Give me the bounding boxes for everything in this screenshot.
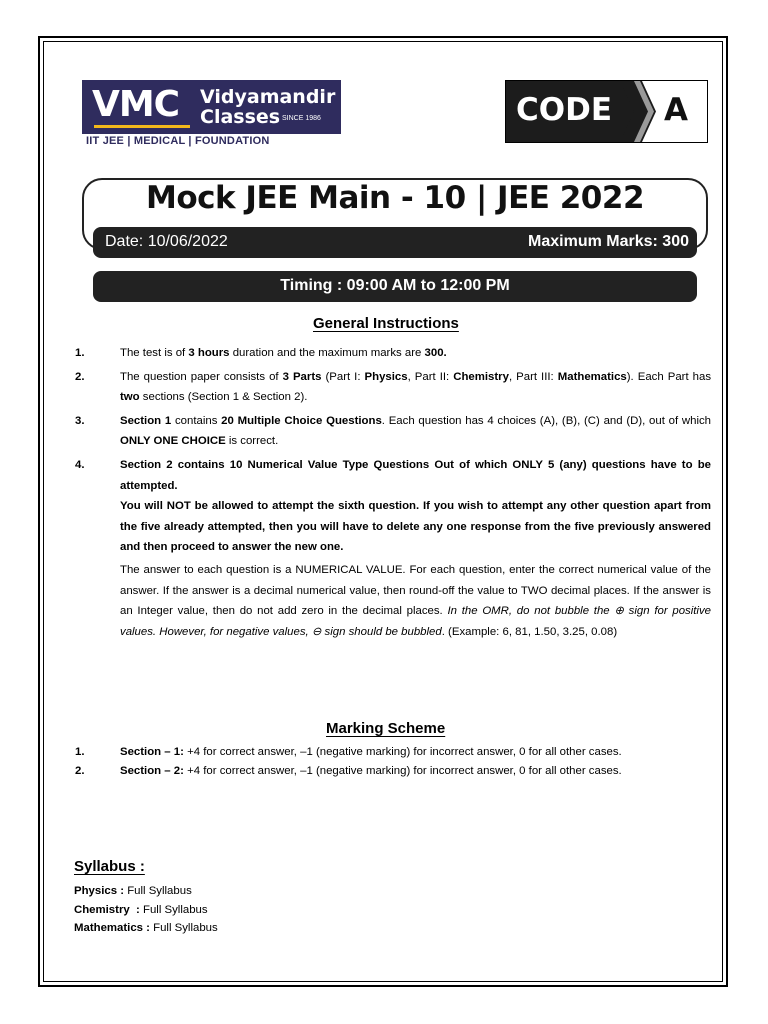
numerical-value-note: The answer to each question is a NUMERICAL VALUE. For each question, enter the correct numerical value of the answer. If the answer is a decimal numerical value, then round-off the value to TWO decimal places. If the answer is an Integer value, then do not add zero in the decimal places. In the OMR, do not bubble the ⊕ sign for positive values. However, for negative values, ⊖ sign should be bubbled. (Example: 6, 81, 1.50, 3.25, 0.08) (120, 564, 711, 638)
item-number: 1. (75, 746, 85, 758)
instruction-item (75, 411, 711, 452)
paper-code-box (505, 80, 708, 143)
syllabus-chemistry: Chemistry : Full Syllabus (74, 904, 208, 916)
item-number: 2. (75, 370, 85, 383)
logo-brand-short: VMC (92, 84, 180, 125)
marking-scheme-heading: Marking Scheme (326, 720, 446, 737)
instructions-list (75, 343, 711, 558)
instruction-item (75, 343, 711, 364)
logo-tagline: IIT JEE | MEDICAL | FOUNDATION (86, 135, 270, 147)
item-number: 1. (75, 347, 85, 359)
instruction-text: The test is of 3 hours duration and the maximum marks are 300. (120, 347, 447, 359)
logo-since: SINCE 1986 (282, 115, 321, 122)
item-number: 2. (75, 765, 85, 777)
syllabus-heading: Syllabus : (74, 858, 145, 875)
exam-title: Mock JEE Main - 10 | JEE 2022 (145, 180, 645, 216)
logo-name-line1: Vidyamandir (200, 86, 336, 108)
code-label: CODE (516, 92, 613, 128)
syllabus-physics: Physics : Full Syllabus (74, 885, 192, 897)
timing-bar (93, 271, 697, 302)
vmc-logo (82, 80, 341, 134)
date-bar (93, 227, 697, 258)
instruction-text: Section 2 contains 10 Numerical Value Type Questions Out of which ONLY 5 (any) questions have to be attempted. You will NOT be allowed to attempt the sixth question. If you wish to attempt any other question apart from the five already attempted, then you will have to delete any one response from the five previously answered and then proceed to answer the new one. (120, 458, 711, 554)
marking-item (75, 762, 711, 781)
exam-date: Date: 10/06/2022 (105, 233, 228, 250)
code-value: A (664, 92, 688, 128)
marking-text: Section – 2: +4 for correct answer, –1 (negative marking) for incorrect answer, 0 for all other cases. (120, 765, 622, 777)
item-number: 4. (75, 458, 85, 471)
marking-text: Section – 1: +4 for correct answer, –1 (negative marking) for incorrect answer, 0 for all other cases. (120, 746, 622, 758)
instruction-item (75, 367, 711, 408)
logo-underline (94, 125, 190, 128)
instruction-text: The question paper consists of 3 Parts (Part I: Physics, Part II: Chemistry, Part III: Mathematics). Each Part has two sections (Section 1 & Section 2). (120, 370, 712, 404)
syllabus-mathematics: Mathematics : Full Syllabus (74, 922, 218, 934)
logo-name-line2: Classes (200, 106, 281, 128)
chevron-right-icon (620, 81, 656, 142)
item-number: 3. (75, 414, 85, 427)
marking-scheme-list (75, 743, 711, 781)
instruction-item (75, 455, 711, 558)
marking-item (75, 743, 711, 762)
instruction-text: Section 1 contains 20 Multiple Choice Questions. Each question has 4 choices (A), (B), (C) and (D), out of which ONLY ONE CHOICE is correct. (120, 414, 711, 448)
max-marks: Maximum Marks: 300 (528, 233, 689, 250)
exam-timing: Timing : 09:00 AM to 12:00 PM (280, 277, 510, 294)
general-instructions-heading: General Instructions (313, 315, 459, 332)
